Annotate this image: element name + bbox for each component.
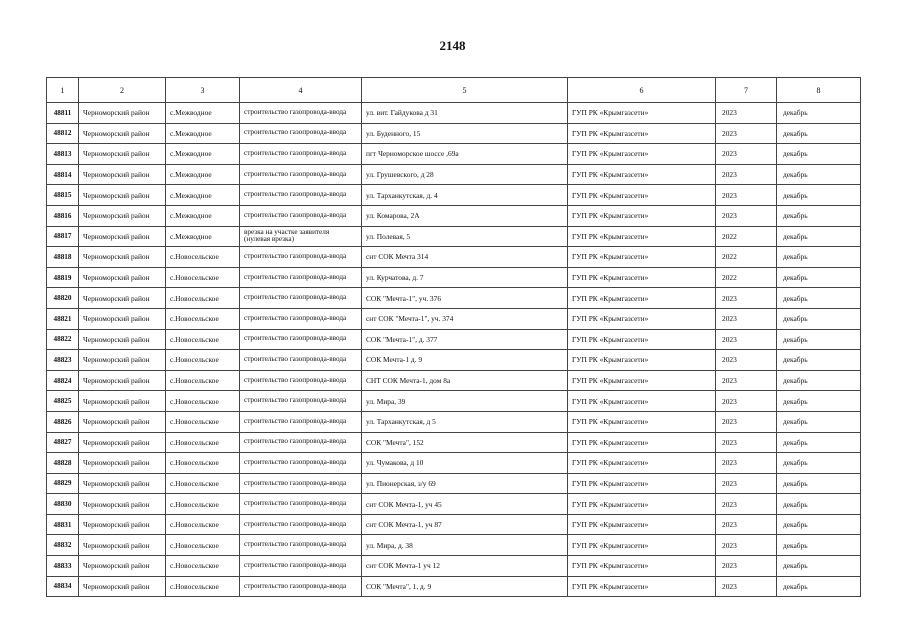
month-cell: декабрь [777,535,861,556]
work-type-cell: строительство газопровода-ввода [240,205,362,226]
settlement-cell: с.Новосельское [166,411,240,432]
table-row [47,308,861,329]
settlement-cell: с.Новосельское [166,556,240,577]
address-cell: ул. Грушевского, д 28 [362,164,568,185]
year-cell: 2023 [716,556,777,577]
row-number: 48824 [47,370,79,391]
settlement-cell: с.Межводное [166,103,240,124]
address-cell: ул. Тарханкутская, д 5 [362,411,568,432]
settlement-cell: с.Новосельское [166,453,240,474]
organization-cell: ГУП РК «Крымгазсети» [568,247,716,268]
address-cell: ул. Курчатова, д. 7 [362,267,568,288]
row-number: 48826 [47,411,79,432]
year-cell: 2022 [716,267,777,288]
table-row [47,247,861,268]
table-row [47,432,861,453]
district-cell: Черноморский район [79,103,166,124]
row-number: 48818 [47,247,79,268]
year-cell: 2023 [716,576,777,597]
row-number: 48827 [47,432,79,453]
year-cell: 2023 [716,103,777,124]
district-cell: Черноморский район [79,556,166,577]
year-cell: 2023 [716,473,777,494]
table-row [47,535,861,556]
work-type-cell: строительство газопровода-ввода [240,247,362,268]
organization-cell: ГУП РК «Крымгазсети» [568,308,716,329]
settlement-cell: с.Новосельское [166,391,240,412]
district-cell: Черноморский район [79,185,166,206]
table-row [47,267,861,288]
month-cell: декабрь [777,308,861,329]
district-cell: Черноморский район [79,494,166,515]
organization-cell: ГУП РК «Крымгазсети» [568,576,716,597]
settlement-cell: с.Новосельское [166,267,240,288]
column-header: 3 [166,78,240,103]
address-cell: СОК Мечта-1 д. 9 [362,350,568,371]
column-header: 2 [79,78,166,103]
address-cell: ул. Комарова, 2А [362,205,568,226]
year-cell: 2023 [716,164,777,185]
table-row [47,391,861,412]
district-cell: Черноморский район [79,453,166,474]
district-cell: Черноморский район [79,329,166,350]
organization-cell: ГУП РК «Крымгазсети» [568,288,716,309]
district-cell: Черноморский район [79,247,166,268]
work-type-cell: строительство газопровода-ввода [240,432,362,453]
month-cell: декабрь [777,556,861,577]
table-row [47,226,861,247]
page-number: 2148 [439,38,466,53]
row-number: 48825 [47,391,79,412]
organization-cell: ГУП РК «Крымгазсети» [568,267,716,288]
organization-cell: ГУП РК «Крымгазсети» [568,164,716,185]
month-cell: декабрь [777,411,861,432]
organization-cell: ГУП РК «Крымгазсети» [568,473,716,494]
address-cell: ул. вит. Гайдукова д 31 [362,103,568,124]
organization-cell: ГУП РК «Крымгазсети» [568,432,716,453]
year-cell: 2023 [716,453,777,474]
row-number: 48817 [47,226,79,247]
work-type-cell: врезка на участке заявителя (нулевая врезка) [240,226,362,247]
table-row [47,370,861,391]
month-cell: декабрь [777,103,861,124]
month-cell: декабрь [777,514,861,535]
column-header: 4 [240,78,362,103]
month-cell: декабрь [777,432,861,453]
address-cell: пгт Черноморское шоссе ,69а [362,144,568,165]
settlement-cell: с.Новосельское [166,514,240,535]
work-type-cell: строительство газопровода-ввода [240,329,362,350]
year-cell: 2023 [716,432,777,453]
table-row [47,473,861,494]
organization-cell: ГУП РК «Крымгазсети» [568,535,716,556]
work-type-cell: строительство газопровода-ввода [240,473,362,494]
table-row [47,205,861,226]
organization-cell: ГУП РК «Крымгазсети» [568,453,716,474]
work-type-cell: строительство газопровода-ввода [240,453,362,474]
settlement-cell: с.Межводное [166,226,240,247]
settlement-cell: с.Новосельское [166,288,240,309]
month-cell: декабрь [777,226,861,247]
year-cell: 2023 [716,514,777,535]
work-type-cell: строительство газопровода-ввода [240,411,362,432]
year-cell: 2023 [716,205,777,226]
address-cell: СОК "Мечта", 152 [362,432,568,453]
address-cell: снт СОК Мечта-1 уч 12 [362,556,568,577]
settlement-cell: с.Новосельское [166,370,240,391]
settlement-cell: с.Новосельское [166,247,240,268]
month-cell: декабрь [777,288,861,309]
table-row [47,411,861,432]
organization-cell: ГУП РК «Крымгазсети» [568,350,716,371]
organization-cell: ГУП РК «Крымгазсети» [568,329,716,350]
row-number: 48833 [47,556,79,577]
row-number: 48823 [47,350,79,371]
district-cell: Черноморский район [79,164,166,185]
table-row [47,185,861,206]
settlement-cell: с.Межводное [166,185,240,206]
work-type-cell: строительство газопровода-ввода [240,535,362,556]
year-cell: 2023 [716,308,777,329]
address-cell: ул. Пионерская, з/у 69 [362,473,568,494]
row-number: 48812 [47,123,79,144]
table-row [47,576,861,597]
address-cell: СОК "Мечта-1", уч. 376 [362,288,568,309]
address-cell: снт СОК Мечта-1, уч 45 [362,494,568,515]
table-row [47,123,861,144]
row-number: 48814 [47,164,79,185]
address-cell: снт СОК Мечта-1, уч 87 [362,514,568,535]
year-cell: 2023 [716,144,777,165]
work-type-cell: строительство газопровода-ввода [240,556,362,577]
year-cell: 2023 [716,185,777,206]
district-cell: Черноморский район [79,288,166,309]
district-cell: Черноморский район [79,391,166,412]
work-type-cell: строительство газопровода-ввода [240,185,362,206]
table-header-row [47,78,861,103]
table-row [47,556,861,577]
row-number: 48834 [47,576,79,597]
month-cell: декабрь [777,370,861,391]
organization-cell: ГУП РК «Крымгазсети» [568,411,716,432]
row-number: 48816 [47,205,79,226]
table-body [47,103,861,597]
month-cell: декабрь [777,144,861,165]
address-cell: ул. Тарханкутская, д. 4 [362,185,568,206]
organization-cell: ГУП РК «Крымгазсети» [568,514,716,535]
year-cell: 2023 [716,123,777,144]
column-header: 7 [716,78,777,103]
work-type-cell: строительство газопровода-ввода [240,288,362,309]
year-cell: 2023 [716,391,777,412]
row-number: 48832 [47,535,79,556]
district-cell: Черноморский район [79,535,166,556]
year-cell: 2023 [716,370,777,391]
row-number: 48822 [47,329,79,350]
row-number: 48815 [47,185,79,206]
month-cell: декабрь [777,267,861,288]
year-cell: 2023 [716,411,777,432]
table-row [47,350,861,371]
row-number: 48831 [47,514,79,535]
address-cell: снт СОК "Мечта-1", уч. 374 [362,308,568,329]
settlement-cell: с.Межводное [166,123,240,144]
address-cell: СНТ СОК Мечта-1, дом 8а [362,370,568,391]
district-cell: Черноморский район [79,370,166,391]
district-cell: Черноморский район [79,308,166,329]
work-type-cell: строительство газопровода-ввода [240,391,362,412]
organization-cell: ГУП РК «Крымгазсети» [568,391,716,412]
column-header: 5 [362,78,568,103]
row-number: 48829 [47,473,79,494]
address-cell: ул. Мира, 39 [362,391,568,412]
organization-cell: ГУП РК «Крымгазсети» [568,556,716,577]
year-cell: 2023 [716,494,777,515]
address-cell: ул. Буденного, 15 [362,123,568,144]
settlement-cell: с.Новосельское [166,432,240,453]
address-cell: СОК "Мечта-1", д. 377 [362,329,568,350]
organization-cell: ГУП РК «Крымгазсети» [568,226,716,247]
table-row [47,329,861,350]
district-cell: Черноморский район [79,205,166,226]
column-header: 8 [777,78,861,103]
settlement-cell: с.Новосельское [166,576,240,597]
month-cell: декабрь [777,205,861,226]
address-cell: СОК "Мечта", 1, д. 9 [362,576,568,597]
district-cell: Черноморский район [79,123,166,144]
district-cell: Черноморский район [79,432,166,453]
settlement-cell: с.Новосельское [166,535,240,556]
year-cell: 2022 [716,247,777,268]
address-cell: ул. Мира, д. 38 [362,535,568,556]
column-header: 6 [568,78,716,103]
organization-cell: ГУП РК «Крымгазсети» [568,494,716,515]
organization-cell: ГУП РК «Крымгазсети» [568,144,716,165]
row-number: 48820 [47,288,79,309]
district-cell: Черноморский район [79,473,166,494]
table-row [47,164,861,185]
work-type-cell: строительство газопровода-ввода [240,123,362,144]
row-number: 48821 [47,308,79,329]
month-cell: декабрь [777,185,861,206]
district-cell: Черноморский район [79,514,166,535]
table-row [47,453,861,474]
district-cell: Черноморский район [79,144,166,165]
work-type-cell: строительство газопровода-ввода [240,164,362,185]
settlement-cell: с.Межводное [166,205,240,226]
work-type-cell: строительство газопровода-ввода [240,576,362,597]
district-cell: Черноморский район [79,411,166,432]
organization-cell: ГУП РК «Крымгазсети» [568,185,716,206]
month-cell: декабрь [777,164,861,185]
work-type-cell: строительство газопровода-ввода [240,103,362,124]
year-cell: 2023 [716,329,777,350]
settlement-cell: с.Межводное [166,144,240,165]
address-cell: ул. Чумакова, д 10 [362,453,568,474]
table-row [47,288,861,309]
row-number: 48813 [47,144,79,165]
settlement-cell: с.Новосельское [166,329,240,350]
month-cell: декабрь [777,247,861,268]
month-cell: декабрь [777,473,861,494]
row-number: 48830 [47,494,79,515]
work-type-cell: строительство газопровода-ввода [240,144,362,165]
row-number: 48819 [47,267,79,288]
month-cell: декабрь [777,350,861,371]
month-cell: декабрь [777,494,861,515]
settlement-cell: с.Новосельское [166,350,240,371]
column-header: 1 [47,78,79,103]
year-cell: 2023 [716,288,777,309]
year-cell: 2023 [716,535,777,556]
row-number: 48811 [47,103,79,124]
year-cell: 2022 [716,226,777,247]
district-cell: Черноморский район [79,576,166,597]
month-cell: декабрь [777,329,861,350]
work-type-cell: строительство газопровода-ввода [240,514,362,535]
district-cell: Черноморский район [79,226,166,247]
data-table [46,77,861,597]
district-cell: Черноморский район [79,350,166,371]
organization-cell: ГУП РК «Крымгазсети» [568,370,716,391]
row-number: 48828 [47,453,79,474]
address-cell: ул. Полевая, 5 [362,226,568,247]
table-row [47,144,861,165]
work-type-cell: строительство газопровода-ввода [240,267,362,288]
organization-cell: ГУП РК «Крымгазсети» [568,123,716,144]
address-cell: снт СОК Мечта 314 [362,247,568,268]
settlement-cell: с.Новосельское [166,473,240,494]
organization-cell: ГУП РК «Крымгазсети» [568,205,716,226]
month-cell: декабрь [777,453,861,474]
work-type-cell: строительство газопровода-ввода [240,370,362,391]
organization-cell: ГУП РК «Крымгазсети» [568,103,716,124]
table-row [47,103,861,124]
district-cell: Черноморский район [79,267,166,288]
settlement-cell: с.Новосельское [166,308,240,329]
table-row [47,514,861,535]
table-row [47,494,861,515]
year-cell: 2023 [716,350,777,371]
settlement-cell: с.Новосельское [166,494,240,515]
month-cell: декабрь [777,123,861,144]
month-cell: декабрь [777,576,861,597]
work-type-cell: строительство газопровода-ввода [240,350,362,371]
work-type-cell: строительство газопровода-ввода [240,494,362,515]
month-cell: декабрь [777,391,861,412]
settlement-cell: с.Межводное [166,164,240,185]
work-type-cell: строительство газопровода-ввода [240,308,362,329]
